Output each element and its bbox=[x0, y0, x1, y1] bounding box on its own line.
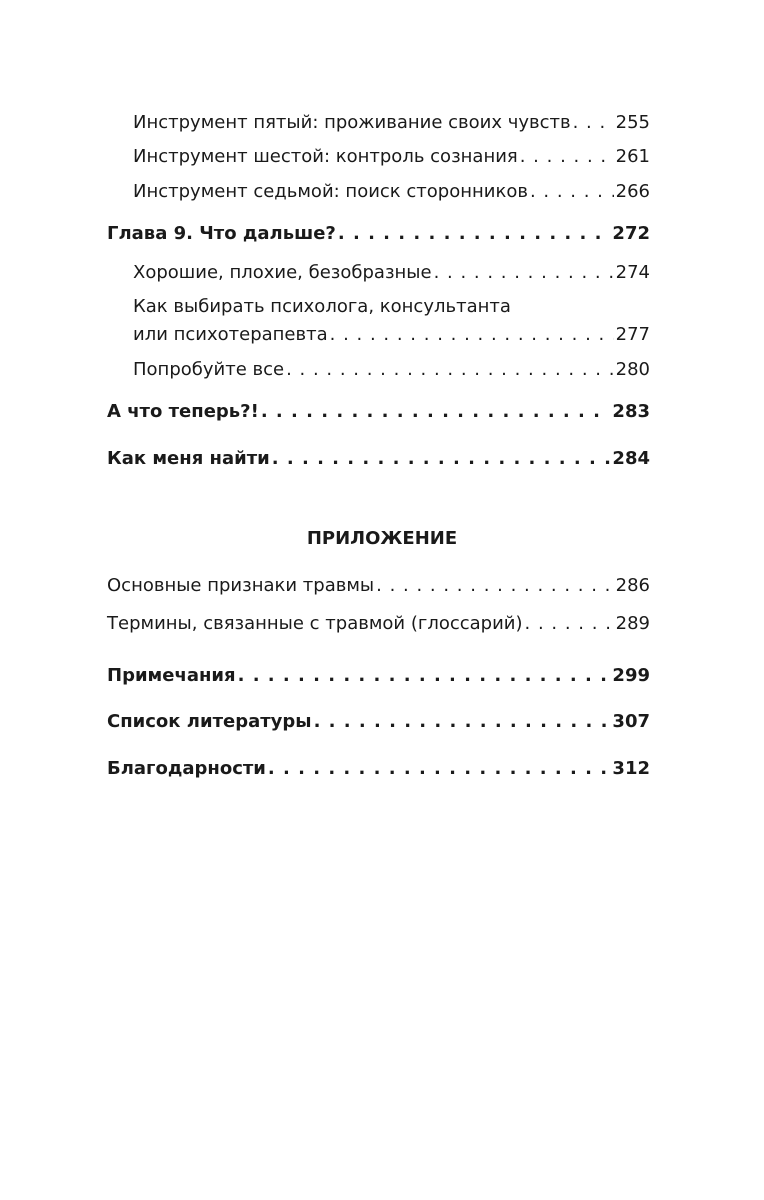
toc-entry-title: Глава 9. Что дальше? bbox=[107, 223, 336, 244]
toc-entry-title-line1: Как выбирать психолога, консультанта bbox=[133, 296, 511, 317]
toc-entry-title: Благодарности bbox=[107, 758, 266, 779]
toc-entry-title: Попробуйте все bbox=[133, 359, 285, 380]
toc-page-number: 277 bbox=[615, 324, 650, 345]
toc-entry-title: Инструмент пятый: проживание своих чувств bbox=[133, 112, 571, 133]
toc-page-number: 307 bbox=[612, 711, 650, 732]
toc-entry-title: Примечания bbox=[107, 665, 236, 686]
toc-page-number: 312 bbox=[612, 758, 650, 779]
dot-leader bbox=[520, 146, 614, 168]
toc-entry-title: или психотерапевта bbox=[133, 324, 328, 345]
dot-leader bbox=[261, 401, 611, 423]
dot-leader bbox=[330, 324, 614, 346]
toc-page-number: 284 bbox=[612, 448, 650, 469]
dot-leader bbox=[238, 665, 611, 687]
toc-page-number: 272 bbox=[612, 223, 650, 244]
dot-leader bbox=[376, 575, 614, 597]
dot-leader bbox=[530, 181, 614, 203]
toc-entry-title: Инструмент седьмой: поиск сторонников bbox=[133, 181, 528, 202]
toc-entry-title: Хорошие, плохие, безобразные bbox=[133, 262, 432, 283]
toc-page-number: 280 bbox=[615, 359, 650, 380]
toc-entry-title: А что теперь?! bbox=[107, 401, 259, 422]
toc-page-number: 299 bbox=[612, 665, 650, 686]
toc-page-number: 289 bbox=[615, 613, 650, 634]
toc-page-number: 274 bbox=[615, 262, 650, 283]
toc-entry-title: Как меня найти bbox=[107, 448, 270, 469]
toc-entry-title: Основные признаки травмы bbox=[107, 575, 375, 596]
dot-leader bbox=[286, 359, 614, 381]
toc-entry-title: Инструмент шестой: контроль сознания bbox=[133, 146, 518, 167]
dot-leader bbox=[338, 223, 611, 245]
dot-leader bbox=[434, 262, 614, 284]
toc-page-number: 266 bbox=[615, 181, 650, 202]
toc-page-number: 261 bbox=[615, 146, 650, 167]
toc-entry-title: Термины, связанные с травмой (глоссарий) bbox=[107, 613, 523, 634]
appendix-heading: ПРИЛОЖЕНИЕ bbox=[306, 528, 458, 549]
toc-page-number: 283 bbox=[612, 401, 650, 422]
toc-entry-title: Список литературы bbox=[107, 711, 312, 732]
dot-leader bbox=[573, 112, 614, 134]
dot-leader bbox=[268, 758, 611, 780]
dot-leader bbox=[525, 613, 614, 635]
toc-page-number: 286 bbox=[615, 575, 650, 596]
dot-leader bbox=[314, 711, 611, 733]
toc-page-number: 255 bbox=[615, 112, 650, 133]
dot-leader bbox=[272, 448, 611, 470]
